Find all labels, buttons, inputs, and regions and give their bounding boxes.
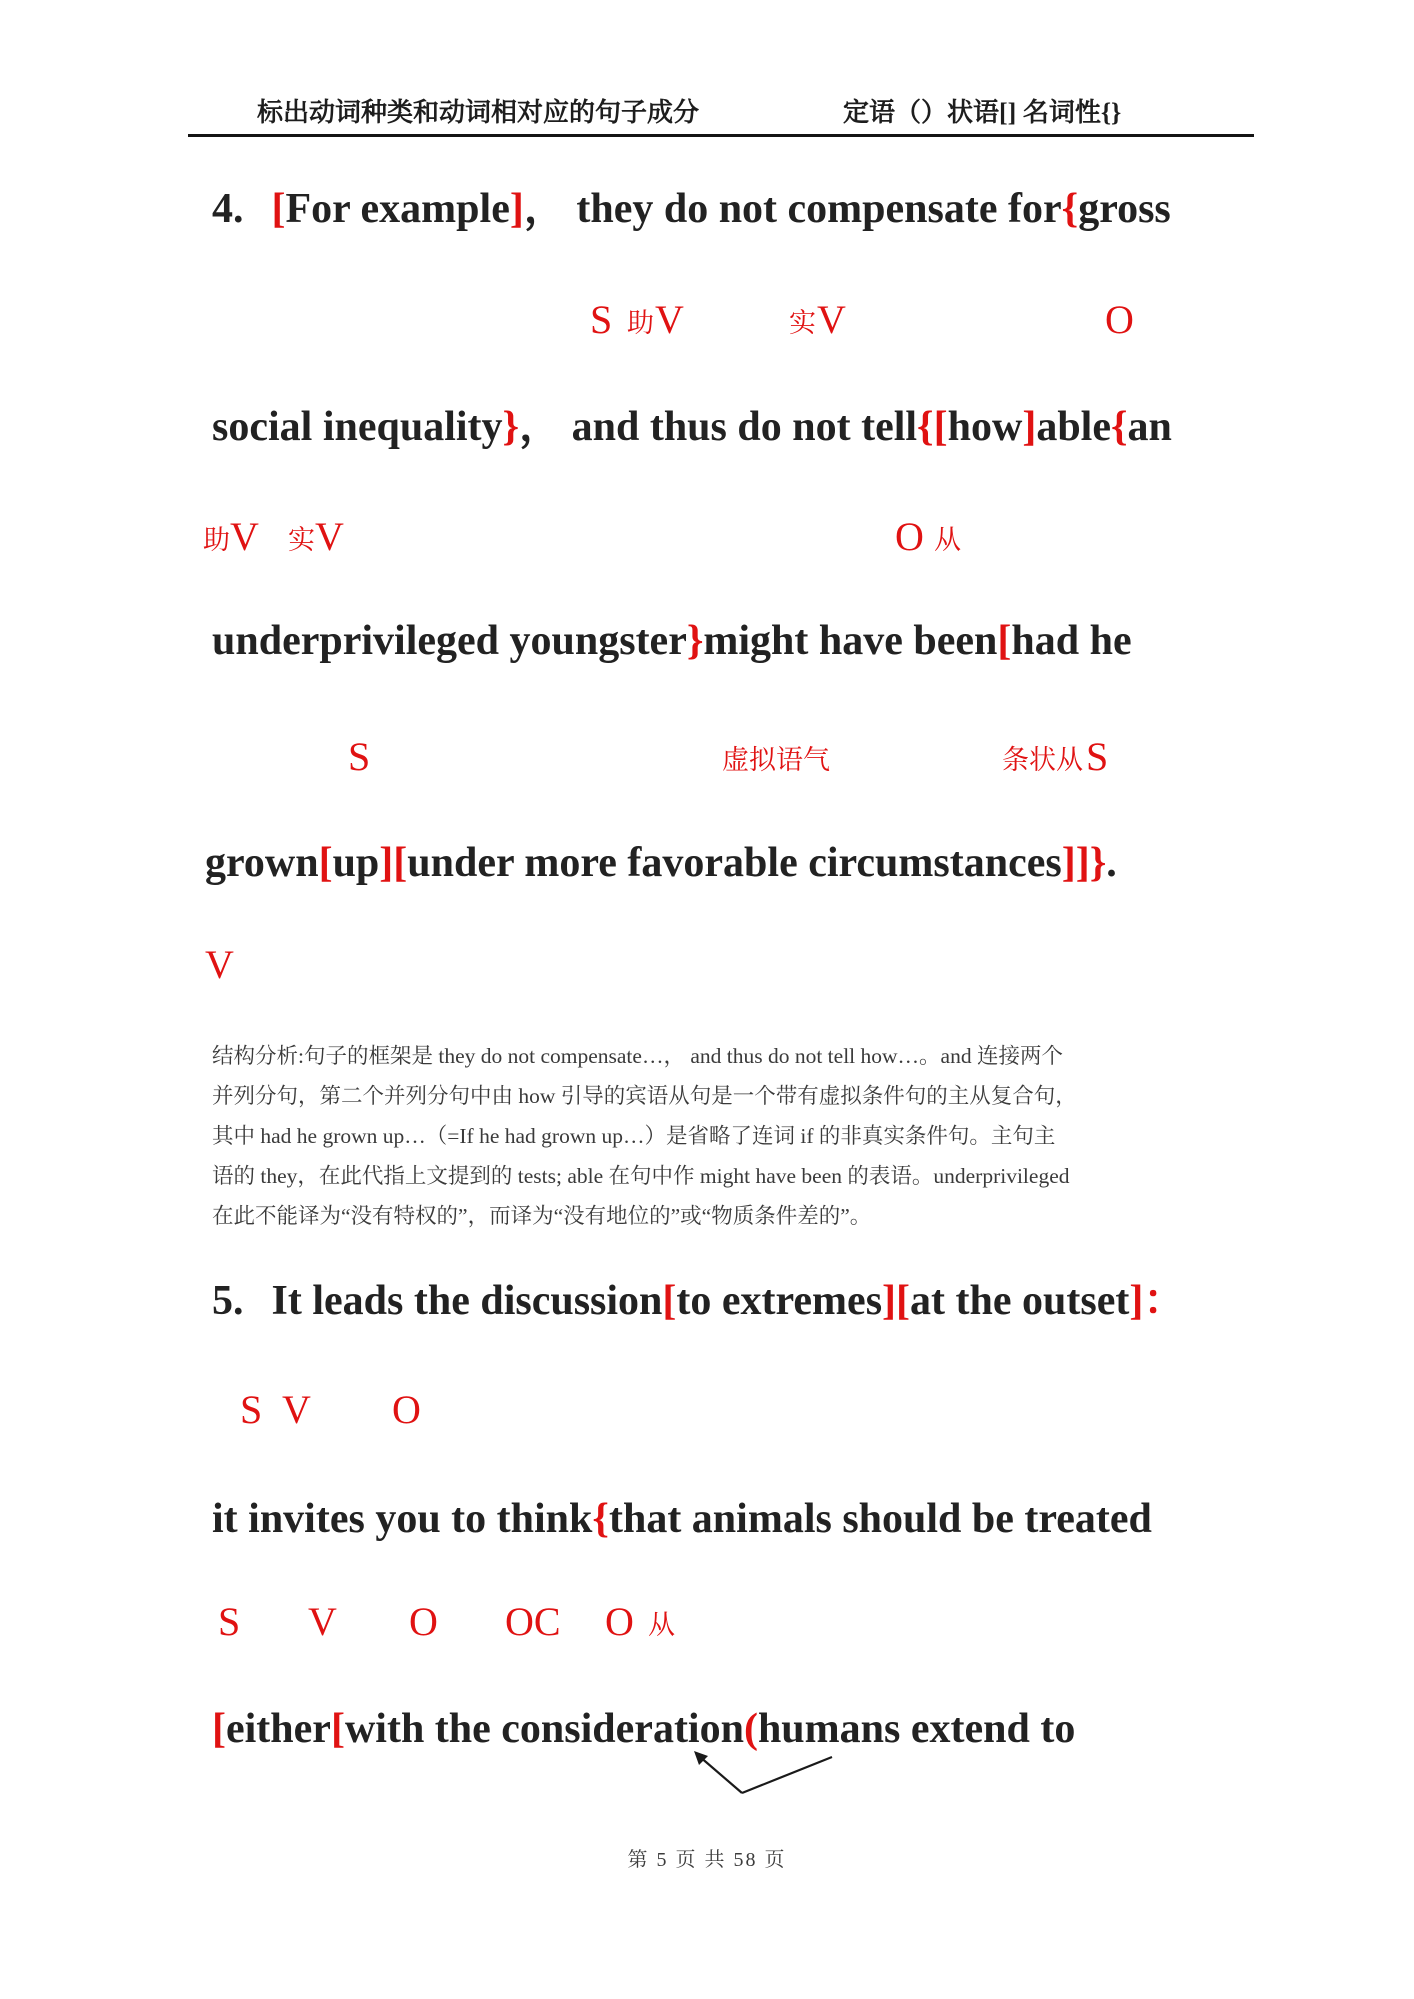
item4-sentence-line4 [205,838,1117,888]
bracket-close: ] [1061,840,1076,886]
grammar-label-aux: 助 [203,525,230,555]
grammar-label-o: O [605,1599,634,1644]
text-segment: might have been [703,618,998,664]
brace-close: } [686,618,704,664]
item5-sentence-line1 [212,1276,1185,1326]
grammar-label-clause: 从 [648,1610,675,1640]
header-title: 标出动词种类和动词相对应的句子成分 [257,98,700,127]
analysis-line: 语的 they，在此代指上文提到的 tests; able 在句中作 might have been 的表语。underprivileged [212,1164,1070,1188]
grammar-label-v: V [230,514,259,559]
item4-sentence-line2 [212,402,1172,452]
item5-sentence-line2 [212,1494,1152,1544]
grammar-label-o: O [1105,297,1134,342]
grammar-label-cond-clause: 条状从 [1002,745,1083,775]
text-segment: had he [1011,618,1132,664]
text-segment: humans extend to [757,1706,1076,1752]
bracket-open: [ [896,1278,911,1324]
bracket-open: [ [318,840,333,886]
page-header [0,92,1414,126]
text-segment: to extremes [676,1278,883,1324]
text-segment: gross [1078,186,1171,232]
analysis-line: 在此不能译为“没有特权的”，而译为“没有地位的”或“物质条件差的”。 [212,1204,872,1228]
bracket-open: [ [271,186,286,232]
item4-sentence-line1 [212,184,1171,234]
brace-open: { [1061,186,1079,232]
bracket-close: ] [1129,1278,1144,1324]
brace-open: { [1110,404,1128,450]
header-rule [188,134,1254,137]
grammar-label-v: V [655,297,684,342]
brace-close: } [502,404,520,450]
item4-annotation-row3 [0,725,1414,777]
grammar-label-o: O [409,1599,438,1644]
analysis-line: 其中 had he grown up…（=If he had grown up…）是省略了连词 if 的非真实条件句。主句主 [212,1124,1056,1148]
item-number: 4. [212,186,244,232]
bracket-open: [ [212,1706,226,1752]
item4-annotation-row2 [0,505,1414,557]
text-segment: up [332,840,380,886]
header-legend: 定语（）状语[] 名词性{} [843,98,1122,127]
grammar-label-main: 实 [789,308,816,338]
item5-annotation-row2 [0,1590,1414,1642]
grammar-label-o: O [392,1387,421,1432]
grammar-label-v: V [308,1599,337,1644]
grammar-label-v: V [315,514,344,559]
item5-annotation-row1 [0,1378,1414,1430]
bracket-open: [ [933,404,948,450]
text-segment: . [1106,840,1117,886]
item4-sentence-line3 [212,616,1132,666]
bracket-close: ] [509,186,524,232]
item4-annotation-row4 [0,933,1414,985]
hand-drawn-arrow [650,1735,870,1815]
text-segment: It leads the discussion [271,1278,663,1324]
bracket-open: [ [662,1278,677,1324]
paren-open: ( [743,1706,758,1752]
grammar-label-v: V [282,1387,311,1432]
brace-open: { [592,1496,609,1542]
grammar-label-s: S [590,297,613,342]
text-segment: under more favorable circumstances [407,840,1062,886]
bracket-open: [ [997,618,1012,664]
text-segment: grown [205,840,319,886]
text-segment: social inequality [212,404,503,450]
brace-open: { [917,404,934,450]
grammar-label-s: S [240,1387,263,1432]
grammar-label-main: 实 [288,525,315,555]
text-segment: at the outset [910,1278,1130,1324]
brace-close: } [1089,840,1107,886]
text-segment: it invites you to think [212,1496,593,1542]
analysis-line: 结构分析:句子的框架是 they do not compensate…， and thus do not tell how…。and 连接两个 [212,1044,1063,1068]
grammar-label-subjunctive: 虚拟语气 [722,745,830,775]
text-segment: an [1127,404,1172,450]
colon: ： [1143,1278,1186,1324]
page-footer: 第 5 页 共 58 页 [627,1849,787,1871]
item4-annotation-row1 [0,288,1414,340]
grammar-label-s: S [348,734,371,779]
text-segment: ， they do not compensate for [523,186,1062,232]
item5-sentence-line3 [212,1704,1075,1754]
grammar-label-s: S [218,1599,241,1644]
bracket-open: [ [330,1706,345,1752]
text-segment: how [947,404,1023,450]
text-segment: that animals should be treated [608,1496,1152,1542]
text-segment: with the consideration [344,1706,744,1752]
grammar-label-clause: 从 [934,525,961,555]
grammar-label-v: V [205,942,234,987]
grammar-label-oc: OC [505,1599,561,1644]
text-segment: able [1036,404,1111,450]
bracket-open: [ [393,840,408,886]
grammar-label-aux: 助 [627,308,654,338]
bracket-close: ] [1022,404,1037,450]
text-segment: underprivileged youngster [212,618,687,664]
bracket-close: ] [1075,840,1090,886]
analysis-line: 并列分句，第二个并列分句中由 how 引导的宾语从句是一个带有虚拟条件句的主从复合句， [212,1084,1077,1108]
text-segment: ， and thus do not tell [519,404,918,450]
structure-analysis-paragraph [212,1036,1212,1236]
grammar-label-o: O [895,514,924,559]
bracket-close: ] [882,1278,897,1324]
text-segment: For example [285,186,510,232]
text-segment: either [226,1706,331,1752]
grammar-label-s: S [1086,734,1109,779]
item-number: 5. [212,1278,244,1324]
bracket-close: ] [379,840,394,886]
grammar-label-v: V [817,297,846,342]
